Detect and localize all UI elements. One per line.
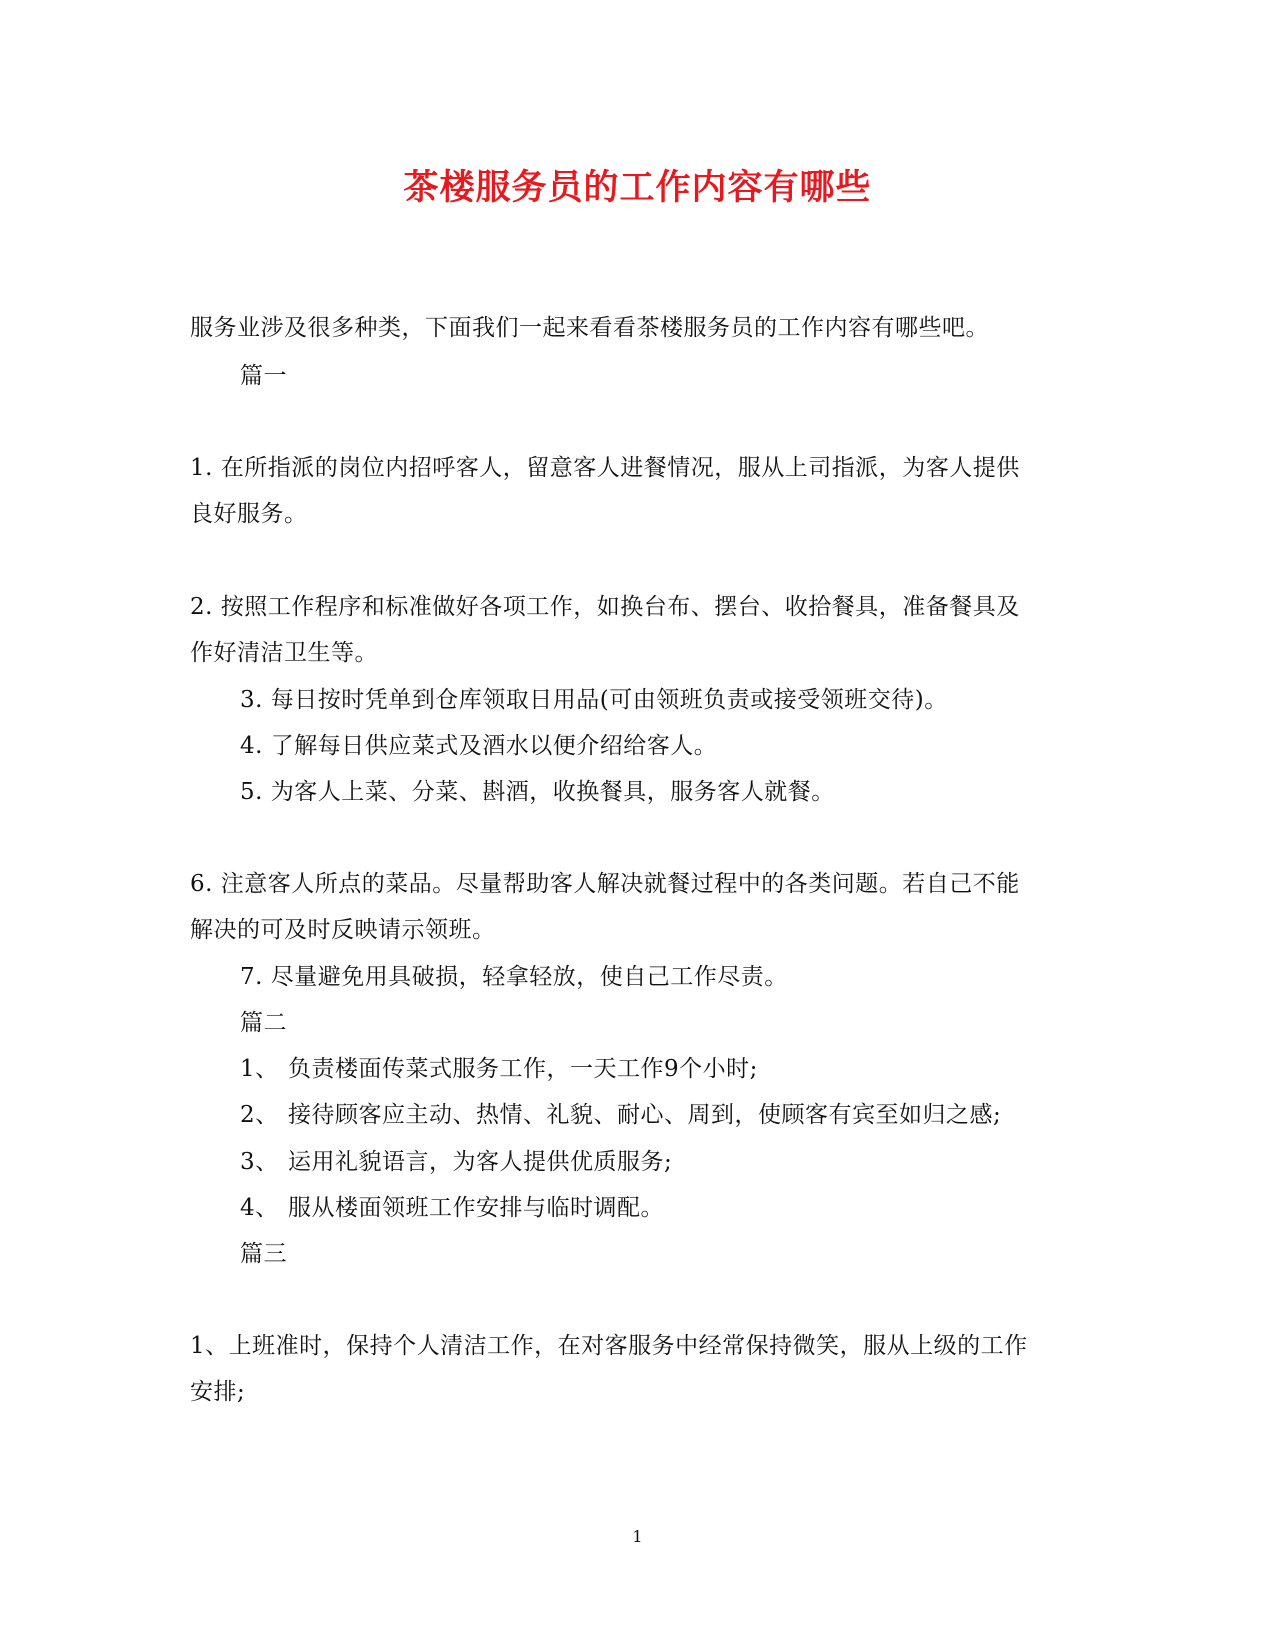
page-title: 茶楼服务员的工作内容有哪些 (403, 167, 872, 208)
list-item-1-line-2: 良好服务。 (190, 501, 308, 527)
list-item-3: 3. 每日按时凭单到仓库领取日用品(可由领班负责或接受领班交待)。 (240, 687, 948, 713)
page-number: 1 (632, 1527, 643, 1546)
list-item (240, 1147, 672, 1177)
list-item-number: 2、 (240, 1102, 279, 1128)
list-item-text: 负责楼面传菜式服务工作，一天工作9个小时; (288, 1056, 758, 1082)
list-item-2-line-1: 2. 按照工作程序和标准做好各项工作，如换台布、摆台、收拾餐具，准备餐具及 (190, 594, 1020, 620)
list-item-6-line-1: 6. 注意客人所点的菜品。尽量帮助客人解决就餐过程中的各类问题。若自己不能 (190, 871, 1020, 897)
section3-item-1-line-1: 1、上班准时，保持个人清洁工作，在对客服务中经常保持微笑，服从上级的工作 (190, 1333, 1028, 1359)
list-item (240, 1054, 758, 1084)
list-item-5: 5. 为客人上菜、分菜、斟酒，收换餐具，服务客人就餐。 (240, 779, 835, 805)
list-item-text: 服从楼面领班工作安排与临时调配。 (288, 1195, 664, 1221)
list-item-7: 7. 尽量避免用具破损，轻拿轻放，使自己工作尽责。 (240, 964, 788, 990)
list-item-text: 接待顾客应主动、热情、礼貌、耐心、周到，使顾客有宾至如归之感; (288, 1102, 1002, 1128)
list-item-text: 运用礼貌语言，为客人提供优质服务; (288, 1149, 673, 1175)
list-item (240, 1193, 664, 1223)
list-item-1-line-1: 1. 在所指派的岗位内招呼客人，留意客人进餐情况，服从上司指派，为客人提供 (190, 455, 1020, 481)
list-item-2-line-2: 作好清洁卫生等。 (190, 640, 378, 666)
intro-paragraph: 服务业涉及很多种类，下面我们一起来看看茶楼服务员的工作内容有哪些吧。 (190, 315, 989, 341)
list-item-number: 3、 (240, 1149, 279, 1175)
section-heading-1: 篇一 (240, 363, 287, 389)
list-item-4: 4. 了解每日供应菜式及酒水以便介绍给客人。 (240, 733, 718, 759)
section-heading-2: 篇二 (240, 1010, 287, 1036)
list-item-number: 4、 (240, 1195, 279, 1221)
list-item-6-line-2: 解决的可及时反映请示领班。 (190, 917, 496, 943)
list-item-number: 1、 (240, 1056, 279, 1082)
list-item (240, 1100, 1001, 1130)
section-heading-3: 篇三 (240, 1241, 287, 1267)
section3-item-1-line-2: 安排; (190, 1379, 246, 1405)
